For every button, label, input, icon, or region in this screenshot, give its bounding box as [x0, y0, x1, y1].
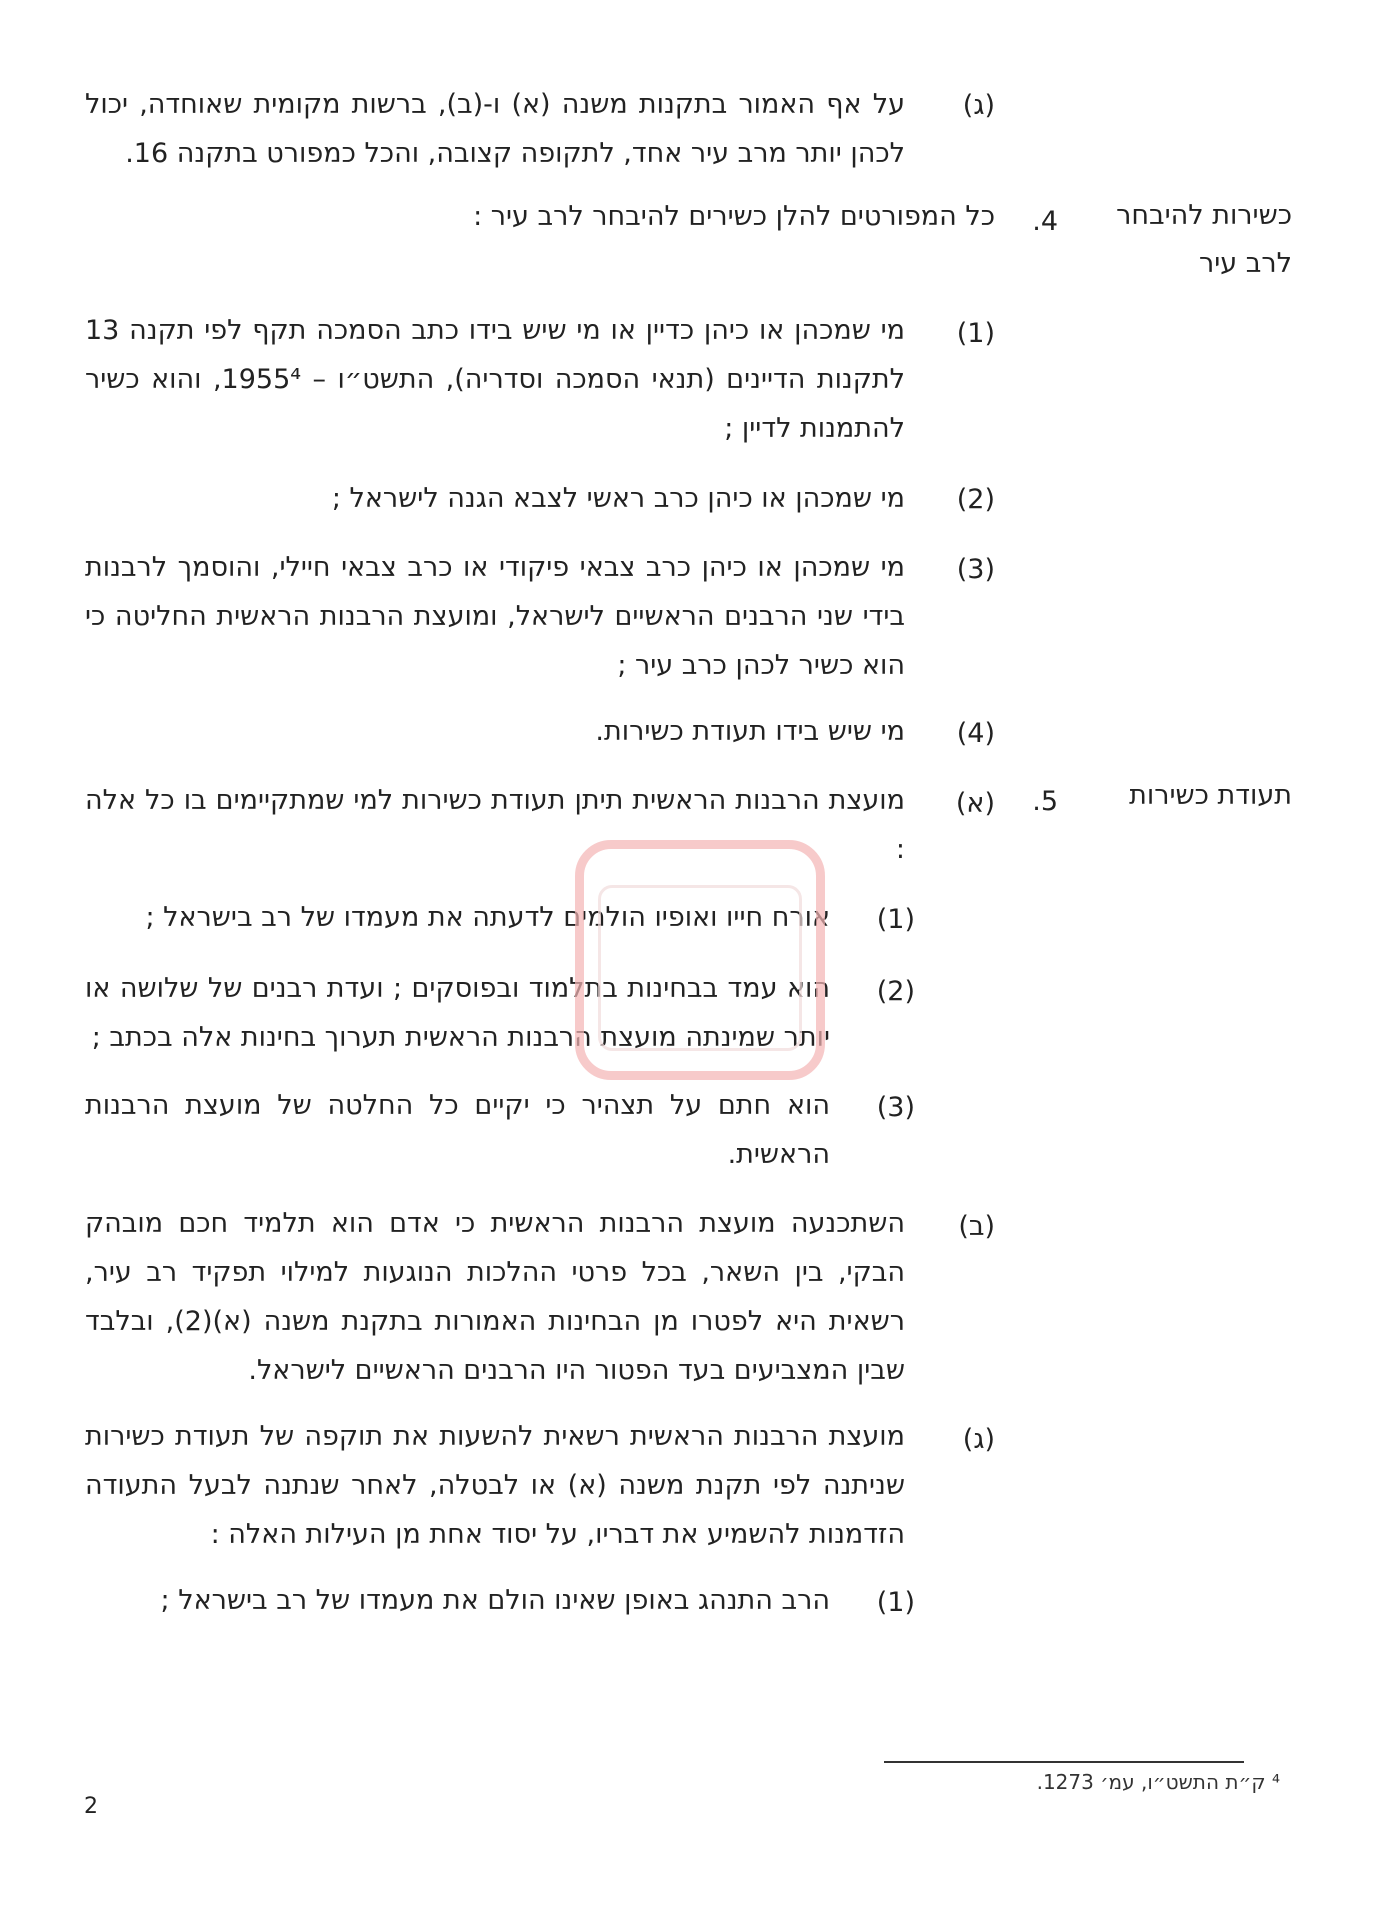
- section-5-number: .5: [1032, 786, 1058, 817]
- subsection-label: (ב): [958, 1211, 995, 1242]
- item-label: (1): [876, 904, 915, 935]
- item-label: (3): [876, 1092, 915, 1123]
- item-text: הרב התנהג באופן שאינו הולם את מעמדו של רב בישראל ;: [160, 1585, 830, 1616]
- item-text: מי שמכהן או כיהן כרב צבאי פיקודי או כרב צבאי חיילי, והוסמך לרבנות בידי שני הרבנים הראשיים לישראל, ומועצת הרבנות הראשית החליטה כי הוא כשיר לכהן כרב עיר ;: [85, 552, 905, 681]
- subsection-text: מועצת הרבנות הראשית רשאית להשעות את תוקפה של תעודת כשירות שניתנה לפי תקנת משנה (א) או לבטלה, לאחר שנתנה לבעל התעודה הזדמנות להשמיע את דבריו, על יסוד אחת מן העילות האלה :: [85, 1421, 905, 1550]
- subsection-label: (ג): [962, 1424, 995, 1455]
- item-text: אורח חייו ואופיו הולמים לדעתה את מעמדו של רב בישראל ;: [145, 902, 830, 933]
- subsection-text: השתכנעה מועצת הרבנות הראשית כי אדם הוא תלמיד חכם מובהק הבקי, בין השאר, בכל פרטי ההלכות הנוגעות למילוי תפקיד רב עיר, רשאית היא לפטרו מן הבחינות האמורות בתקנת משנה (א)(2), ובלבד שבין המצביעים בעד הפטור היו הרבנים הראשיים לישראל.: [85, 1208, 905, 1386]
- item-text: מי שמכהן או כיהן כדיין או מי שיש בידו כתב הסמכה תקף לפי תקנה 13 לתקנות הדיינים (תנאי הסמכה וסדריה), התשט״ו – 1955⁴, והוא כשיר להתמנות לדיין ;: [85, 315, 905, 444]
- item-text: הוא עמד בבחינות בתלמוד ובפוסקים ; ועדת רבנים של שלושה או יותר שמינתה מועצת הרבנות הראשית תערוך בחינות אלה בכתב ;: [85, 973, 830, 1053]
- subsection-text: על אף האמור בתקנות משנה (א) ו-(ב), ברשות מקומית שאוחדה, יכול לכהן יותר מרב עיר אחד, לתקופה קצובה, והכל כמפורט בתקנה 16.: [85, 89, 905, 169]
- footnote: ⁴ ק״ת התשט״ו, עמ׳ 1273.: [1036, 1770, 1280, 1794]
- section-4-number: .4: [1032, 206, 1058, 237]
- item-text: הוא חתם על תצהיר כי יקיים כל החלטה של מועצת הרבנות הראשית.: [85, 1090, 830, 1170]
- footnote-separator: [884, 1761, 1244, 1763]
- page-number: 2: [84, 1794, 98, 1819]
- subsection-label: (א): [955, 788, 995, 819]
- subsection-label: (ג): [962, 90, 995, 121]
- watermark-stamp: [575, 840, 825, 1080]
- item-label: (2): [876, 976, 915, 1007]
- section-4-intro: כל המפורטים להלן כשירים להיבחר לרב עיר :: [473, 201, 995, 232]
- item-label: (1): [876, 1587, 915, 1618]
- item-label: (2): [956, 484, 995, 515]
- item-text: מי שמכהן או כיהן כרב ראשי לצבא הגנה לישראל ;: [331, 483, 905, 514]
- item-label: (1): [956, 318, 995, 349]
- item-label: (3): [956, 554, 995, 585]
- section-5-title: תעודת כשירות: [1129, 780, 1292, 811]
- subsection-text: מועצת הרבנות הראשית תיתן תעודת כשירות למי שמתקיימים בו כל אלה :: [85, 785, 905, 865]
- item-text: מי שיש בידו תעודת כשירות.: [595, 716, 905, 747]
- item-label: (4): [956, 718, 995, 749]
- section-4-title: כשירות להיבחר לרב עיר: [1116, 200, 1292, 279]
